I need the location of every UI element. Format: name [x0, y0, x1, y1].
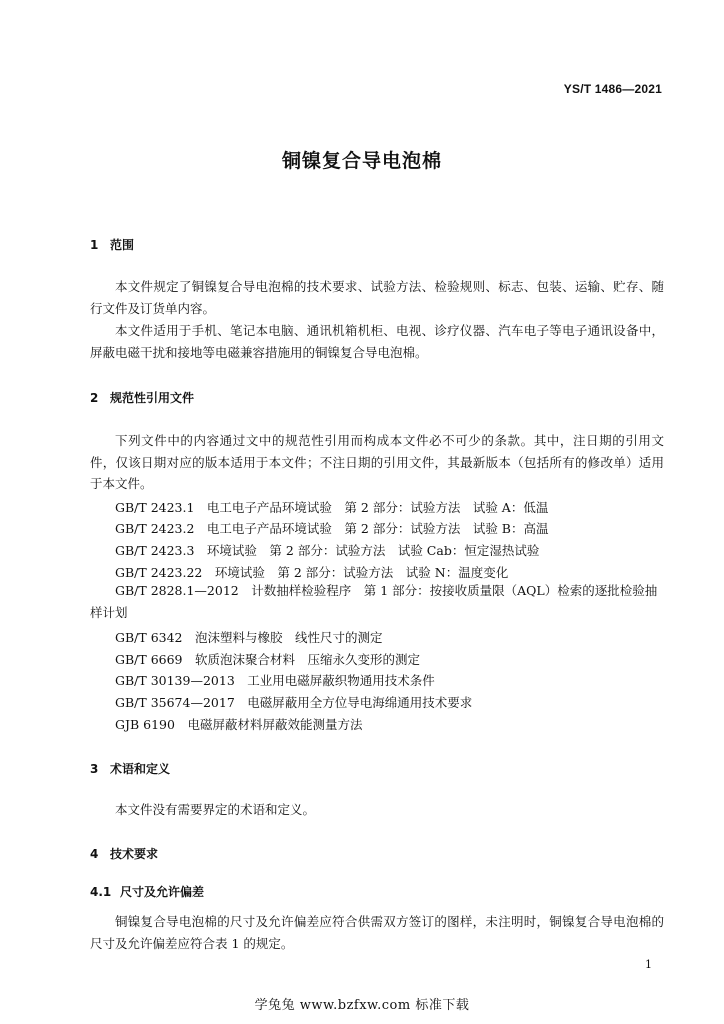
section-2-intro: 下列文件中的内容通过文中的规范性引用而构成本文件必不可少的条款。其中，注日期的引用文件，仅该日期对应的版本适用于本文件；不注日期的引用文件，其最新版本（包括所有的修改单）适用于本文件。 [90, 433, 664, 491]
section-number: 1 [90, 238, 99, 252]
section-title: 技术要求 [110, 847, 159, 861]
section-1-paragraph-1: 本文件规定了铜镍复合导电泡棉的技术要求、试验方法、检验规则、标志、包装、运输、贮存、随行文件及订货单内容。 [90, 279, 664, 316]
reference-item: GB/T 2828.1—2012 计数抽样检验程序 第 1 部分：按接收质量限（AQL）检索的逐批检验抽样计划 [90, 583, 658, 620]
section-1-heading [90, 236, 134, 253]
section-title: 范围 [110, 238, 135, 252]
watermark-text: 学兔兔 www.bzfxw.com 标准下载 [254, 998, 470, 1013]
reference-item: GJB 6190 电磁屏蔽材料屏蔽效能测量方法 [115, 717, 363, 732]
section-number: 4 [90, 847, 99, 861]
subsection-title: 尺寸及允许偏差 [120, 885, 205, 899]
section-3-paragraph-1: 本文件没有需要界定的术语和定义。 [115, 802, 316, 817]
section-title: 术语和定义 [110, 762, 171, 776]
reference-item: GB/T 2423.22 环境试验 第 2 部分：试验方法 试验 N：温度变化 [115, 565, 509, 580]
page-number: 1 [645, 958, 652, 971]
subsection-4-1-heading [90, 883, 204, 900]
section-1-paragraph-2: 本文件适用于手机、笔记本电脑、通讯机箱机柜、电视、诊疗仪器、汽车电子等电子通讯设备中，屏蔽电磁干扰和接地等电磁兼容措施用的铜镍复合导电泡棉。 [90, 323, 664, 360]
section-3-heading [90, 760, 170, 777]
subsection-number: 4.1 [90, 885, 112, 899]
reference-item: GB/T 30139—2013 工业用电磁屏蔽织物通用技术条件 [115, 673, 435, 688]
reference-item: GB/T 35674—2017 电磁屏蔽用全方位导电海绵通用技术要求 [115, 695, 473, 710]
subsection-4-1-paragraph-1: 铜镍复合导电泡棉的尺寸及允许偏差应符合供需双方签订的图样，未注明时，铜镍复合导电泡棉的尺寸及允许偏差应符合表 1 的规定。 [90, 914, 664, 951]
reference-item: GB/T 6342 泡沫塑料与橡胶 线性尺寸的测定 [115, 630, 383, 645]
reference-item: GB/T 2423.3 环境试验 第 2 部分：试验方法 试验 Cab：恒定湿热试验 [115, 543, 540, 558]
reference-item: GB/T 6669 软质泡沫聚合材料 压缩永久变形的测定 [115, 652, 421, 667]
section-2-heading [90, 389, 194, 406]
reference-item: GB/T 2423.2 电工电子产品环境试验 第 2 部分：试验方法 试验 B：高温 [115, 521, 549, 536]
section-number: 3 [90, 762, 99, 776]
section-title: 规范性引用文件 [110, 391, 195, 405]
standard-code: YS/T 1486—2021 [563, 82, 662, 96]
document-title: 铜镍复合导电泡棉 [281, 150, 442, 172]
section-4-heading [90, 845, 158, 862]
reference-item: GB/T 2423.1 电工电子产品环境试验 第 2 部分：试验方法 试验 A：低温 [115, 500, 549, 515]
section-number: 2 [90, 391, 99, 405]
